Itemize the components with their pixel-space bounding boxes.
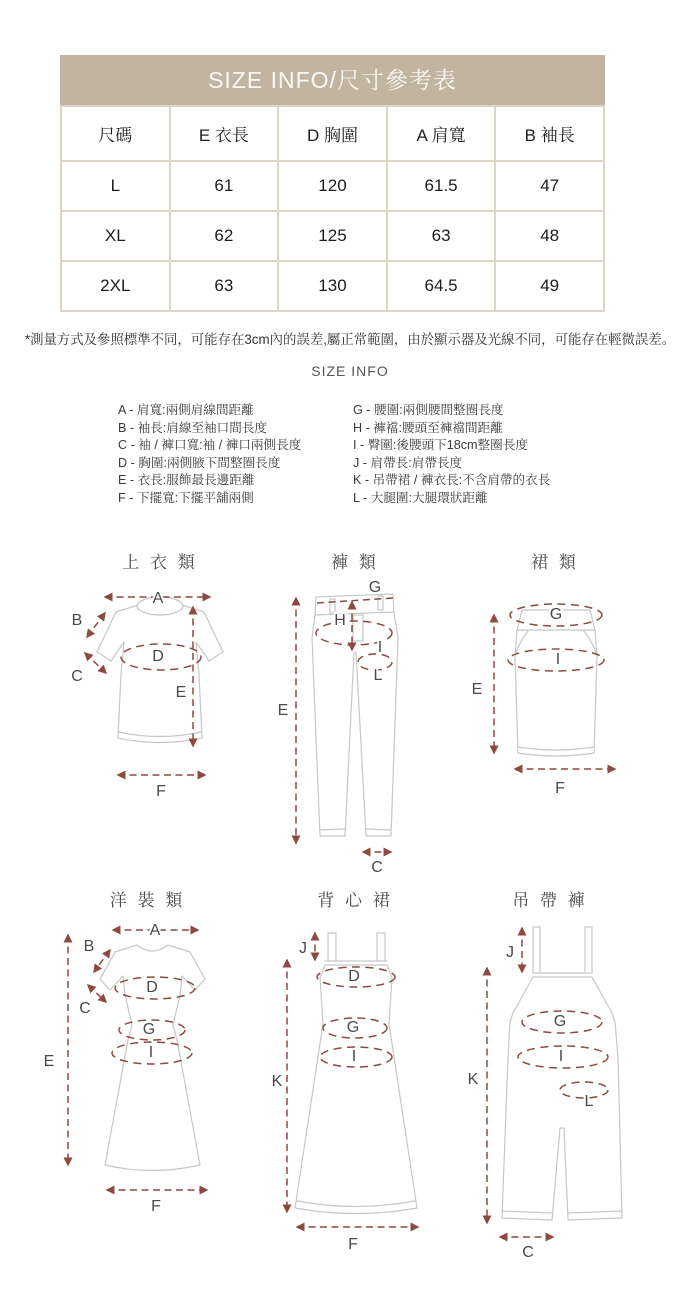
legend-item: L - 大腿圍:大腿環狀距離 xyxy=(353,490,488,505)
skirts-title: 裙 類 xyxy=(531,553,579,572)
table-cell: 48 xyxy=(495,211,604,261)
table-cell: 49 xyxy=(495,261,604,311)
measure-label-j: J xyxy=(299,940,307,957)
measure-label-g: G xyxy=(142,1021,156,1038)
skirts-diagram xyxy=(465,548,645,805)
measure-label-i: I xyxy=(555,651,561,668)
table-row xyxy=(61,211,604,261)
vest-dress-drawing xyxy=(265,920,445,1255)
measure-label-h: H xyxy=(334,612,346,629)
measure-label-g: G xyxy=(553,1013,567,1030)
col-header-size: 尺碼 xyxy=(61,106,170,161)
table-cell: 125 xyxy=(278,211,387,261)
legend-item: I - 臀圍:後腰頭下18cm整圈長度 xyxy=(353,438,528,453)
overalls-drawing xyxy=(450,920,650,1265)
pants-title: 褲 類 xyxy=(331,553,379,572)
measure-label-f: F xyxy=(555,780,565,797)
size-table xyxy=(60,105,605,312)
measure-label-l: L xyxy=(373,667,383,684)
measure-label-f: F xyxy=(348,1236,358,1253)
table-row xyxy=(61,161,604,211)
vest-dress-diagram xyxy=(265,886,445,1255)
measure-label-g: G xyxy=(346,1019,360,1036)
table-cell: 63 xyxy=(387,211,496,261)
table-header-row xyxy=(61,106,604,161)
legend-item: D - 胸圍:兩側腋下間整圈長度 xyxy=(118,455,281,470)
measure-label-e: E xyxy=(277,702,289,719)
dresses-diagram xyxy=(35,886,260,1220)
tops-title: 上 衣 類 xyxy=(122,553,198,572)
overalls-measures xyxy=(468,928,608,1261)
measure-label-g: G xyxy=(368,579,382,596)
measure-label-i: I xyxy=(377,639,383,656)
table-cell: 130 xyxy=(278,261,387,311)
measure-label-c: C xyxy=(79,1000,91,1017)
measure-label-b: B xyxy=(71,612,83,629)
measure-label-b: B xyxy=(83,938,95,955)
col-header-sleeve: B 袖長 xyxy=(495,106,604,161)
legend-right-column xyxy=(353,402,550,508)
table-cell: 120 xyxy=(278,161,387,211)
legend-item: B - 袖長:肩線至袖口間長度 xyxy=(118,420,268,435)
pants-outline xyxy=(312,594,398,836)
measurement-note: *測量方式及參照標準不同，可能存在3cm內的誤差,屬正常範圍，由於顯示器及光線不同，可能存在輕微誤差。 xyxy=(24,332,676,347)
size-info-heading: SIZE INFO xyxy=(311,363,389,379)
table-cell: 61.5 xyxy=(387,161,496,211)
overalls-outline xyxy=(502,927,622,1220)
measure-label-d: D xyxy=(146,979,158,996)
tops-diagram xyxy=(60,548,260,805)
measure-label-e: E xyxy=(471,681,483,698)
legend-item: H - 褲襠:腰頭至褲襠間距離 xyxy=(353,420,503,435)
col-header-bust: D 胸圍 xyxy=(278,106,387,161)
measure-label-l: L xyxy=(584,1093,594,1110)
measure-label-f: F xyxy=(151,1198,161,1215)
legend-item: K - 吊帶裙 / 褲衣長:不含肩帶的衣長 xyxy=(353,473,551,488)
legend-item: G - 腰圍:兩側腰間整圈長度 xyxy=(353,403,504,417)
table-row xyxy=(61,261,604,311)
measure-label-j: J xyxy=(506,944,514,961)
table-cell: 47 xyxy=(495,161,604,211)
skirt-drawing xyxy=(465,575,645,805)
measure-label-e: E xyxy=(175,684,187,701)
size-table-section xyxy=(60,55,605,312)
pants-drawing xyxy=(270,575,440,880)
table-cell: 62 xyxy=(170,211,279,261)
vest-dress-measures xyxy=(272,933,418,1253)
legend-item: E - 衣長:服飾最長邊距離 xyxy=(118,473,255,488)
measure-label-a: A xyxy=(149,922,161,939)
measure-label-i: I xyxy=(351,1048,357,1065)
measure-label-c: C xyxy=(522,1244,534,1261)
legend-item: A - 肩寬:兩側肩線間距離 xyxy=(118,403,254,417)
table-cell: L xyxy=(61,161,170,211)
vest-dress-title: 背 心 裙 xyxy=(317,891,393,910)
tshirt-measures xyxy=(71,590,210,800)
overalls-title: 吊 帶 褲 xyxy=(512,891,588,910)
measure-label-a: A xyxy=(152,590,164,607)
tshirt-drawing xyxy=(60,580,260,805)
measure-label-d: D xyxy=(152,648,164,665)
col-header-length: E 衣長 xyxy=(170,106,279,161)
dresses-title: 洋 裝 類 xyxy=(109,891,186,910)
table-cell: 63 xyxy=(170,261,279,311)
measure-label-g: G xyxy=(549,606,563,623)
measure-label-c: C xyxy=(71,668,83,685)
legend-item: J - 肩帶長:肩帶長度 xyxy=(353,455,463,470)
table-cell: 2XL xyxy=(61,261,170,311)
table-cell: 61 xyxy=(170,161,279,211)
legend-item: C - 袖 / 褲口寬:袖 / 褲口兩側長度 xyxy=(118,438,302,453)
table-cell: XL xyxy=(61,211,170,261)
measure-label-d: D xyxy=(348,968,360,985)
measure-label-e: E xyxy=(43,1053,55,1070)
measure-label-i: I xyxy=(148,1044,154,1061)
pants-diagram xyxy=(270,548,440,880)
dress-drawing xyxy=(35,920,260,1220)
measure-label-k: K xyxy=(467,1071,479,1088)
pants-measures xyxy=(278,579,393,876)
legend-item: F - 下擺寬:下擺平舖兩側 xyxy=(118,490,254,505)
skirt-outline xyxy=(515,610,597,756)
skirt-measures xyxy=(472,604,615,797)
overalls-diagram xyxy=(450,886,650,1265)
size-table-title: SIZE INFO/尺寸參考表 xyxy=(60,55,605,105)
measure-label-f: F xyxy=(156,783,166,800)
measure-label-k: K xyxy=(271,1073,283,1090)
legend-left-column xyxy=(118,402,301,508)
col-header-shoulder: A 肩寬 xyxy=(387,106,496,161)
measure-label-i: I xyxy=(558,1048,564,1065)
measure-label-c: C xyxy=(371,859,383,876)
table-cell: 64.5 xyxy=(387,261,496,311)
